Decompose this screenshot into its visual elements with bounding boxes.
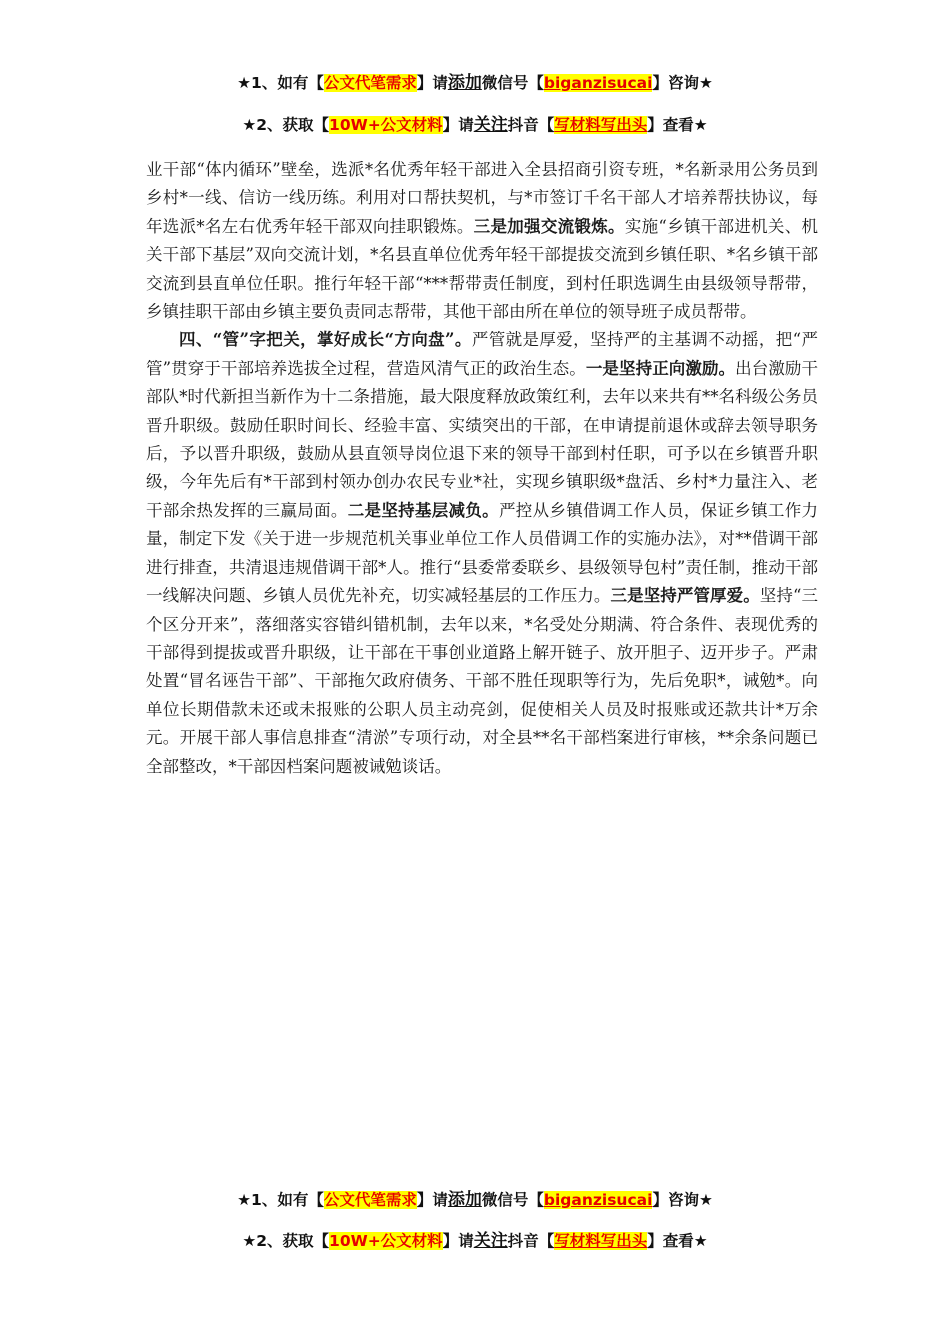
paragraph-1 [146,156,818,326]
banner-text: 微信号【 [481,1191,544,1209]
banner-text: 】咨询★ [652,74,713,92]
banner-text: 】请 [442,116,474,134]
douyin-account-link[interactable]: 写材料写出头 [554,1232,648,1250]
banner-text: ★1、如有【 [237,1191,324,1209]
banner-text: 】查看★ [647,116,708,134]
bottom-banner-line-1 [0,1185,950,1210]
banner-text: 微信号【 [481,74,544,92]
banner-text: ★2、获取【 [242,116,330,134]
section-heading: 四、“管”字把关，掌好成长“方向盘”。 [179,330,472,350]
banner-text: 】请 [416,74,448,92]
paragraph-bold-lead: 一是坚持正向激励。 [585,358,736,378]
bottom-banner-line-2 [0,1226,950,1251]
paragraph-text: 实施“乡镇干部进机关、机关干部下基层”双向交流计划，*名县直单位优秀年轻干部提拔交流到乡镇任职、*名乡镇干部交流到县直单位任职。推行年轻干部“***帮带责任制度，到村任职选调生由县级领导帮带，乡镇挂职干部由乡镇主要负责同志帮带，其他干部由所在单位的领导班子成员帮带。 [146,216,819,322]
banner-text: 】查看★ [647,1232,708,1250]
paragraph-2 [146,326,818,781]
banner-highlight: 公文代笔需求 [323,1191,417,1209]
banner-highlight: 10W+公文材料 [329,116,443,134]
banner-text: 抖音【 [507,1232,555,1250]
banner-emphasis: 关注 [473,1231,508,1251]
top-banner-line-2 [0,110,950,135]
banner-emphasis: 添加 [447,73,482,93]
douyin-account-link[interactable]: 写材料写出头 [554,116,648,134]
paragraph-bold-lead: 二是坚持基层减负。 [347,500,499,520]
banner-text: 】咨询★ [652,1191,713,1209]
paragraph-text: 出台激励干部队*时代新担当新作为十二条措施，最大限度释放政策红利，去年以来共有**名科级公务员晋升职级。鼓励任职时间长、经验丰富、实绩突出的干部，在申请提前退休或辞去领导职务后，予以晋升职级，鼓励从县直领导岗位退下来的领导干部到村任职，可予以在乡镇晋升职级，今年先后有*干部到村领办创办农民专业*社，实现乡镇职级*盘活、乡村*力量注入、老干部余热发挥的三赢局面。 [146,358,819,520]
paragraph-bold-lead: 三是加强交流锻炼。 [473,216,625,236]
banner-text: ★1、如有【 [237,74,324,92]
paragraph-text: 严管就是厚爱，坚持严的主基调不动摇，把“严管”贯穿于干部培养选拔全过程，营造风清气正的政治生态。 [146,330,819,378]
paragraph-text: 业干部“体内循环”壁垒，选派*名优秀年轻干部进入全县招商引资专班，*名新录用公务员到乡村*一线、信访一线历练。利用对口帮扶契机，与*市签订千名干部人才培养帮扶协议，每年选派*名左右优秀年轻干部双向挂职锻炼。 [146,160,818,236]
banner-emphasis: 添加 [447,1190,482,1210]
banner-emphasis: 关注 [473,115,508,135]
paragraph-bold-lead: 三是坚持严管厚爱。 [610,586,760,606]
banner-text: 抖音【 [507,116,555,134]
wechat-id-link[interactable]: biganzisucai [543,1191,653,1209]
top-banner-line-1 [0,68,950,93]
wechat-id-link[interactable]: biganzisucai [543,74,653,92]
paragraph-text: 坚持“三个区分开来”，落细落实容错纠错机制，去年以来，*名受处分期满、符合条件、表现优秀的干部得到提拔或晋升职级，让干部在干事创业道路上解开链子、放开胆子、迈开步子。严肃处置“冒名诬告干部”、干部拖欠政府债务、干部不胜任现职等行为，先后免职*，诫勉*。向单位长期借款未还或未报账的公职人员主动亮剑，促使相关人员及时报账或还款共计*万余元。开展干部人事信息排查“清淤”专项行动，对全县**名干部档案进行审核，**余条问题已全部整改，*干部因档案问题被诫勉谈话。 [146,586,819,776]
banner-text: 】请 [416,1191,448,1209]
banner-text: 】请 [442,1232,474,1250]
banner-text: ★2、获取【 [242,1232,330,1250]
document-body [146,156,818,781]
banner-highlight: 10W+公文材料 [329,1232,443,1250]
paragraph-text: 严控从乡镇借调工作人员，保证乡镇工作力量，制定下发《关于进一步规范机关事业单位工作人员借调工作的实施办法》，对**借调干部进行排查，共清退违规借调干部*人。推行“县委常委联乡、县级领导包村”责任制，推动干部一线解决问题、乡镇人员优先补充，切实减轻基层的工作压力。 [146,500,819,606]
banner-highlight: 公文代笔需求 [323,74,417,92]
